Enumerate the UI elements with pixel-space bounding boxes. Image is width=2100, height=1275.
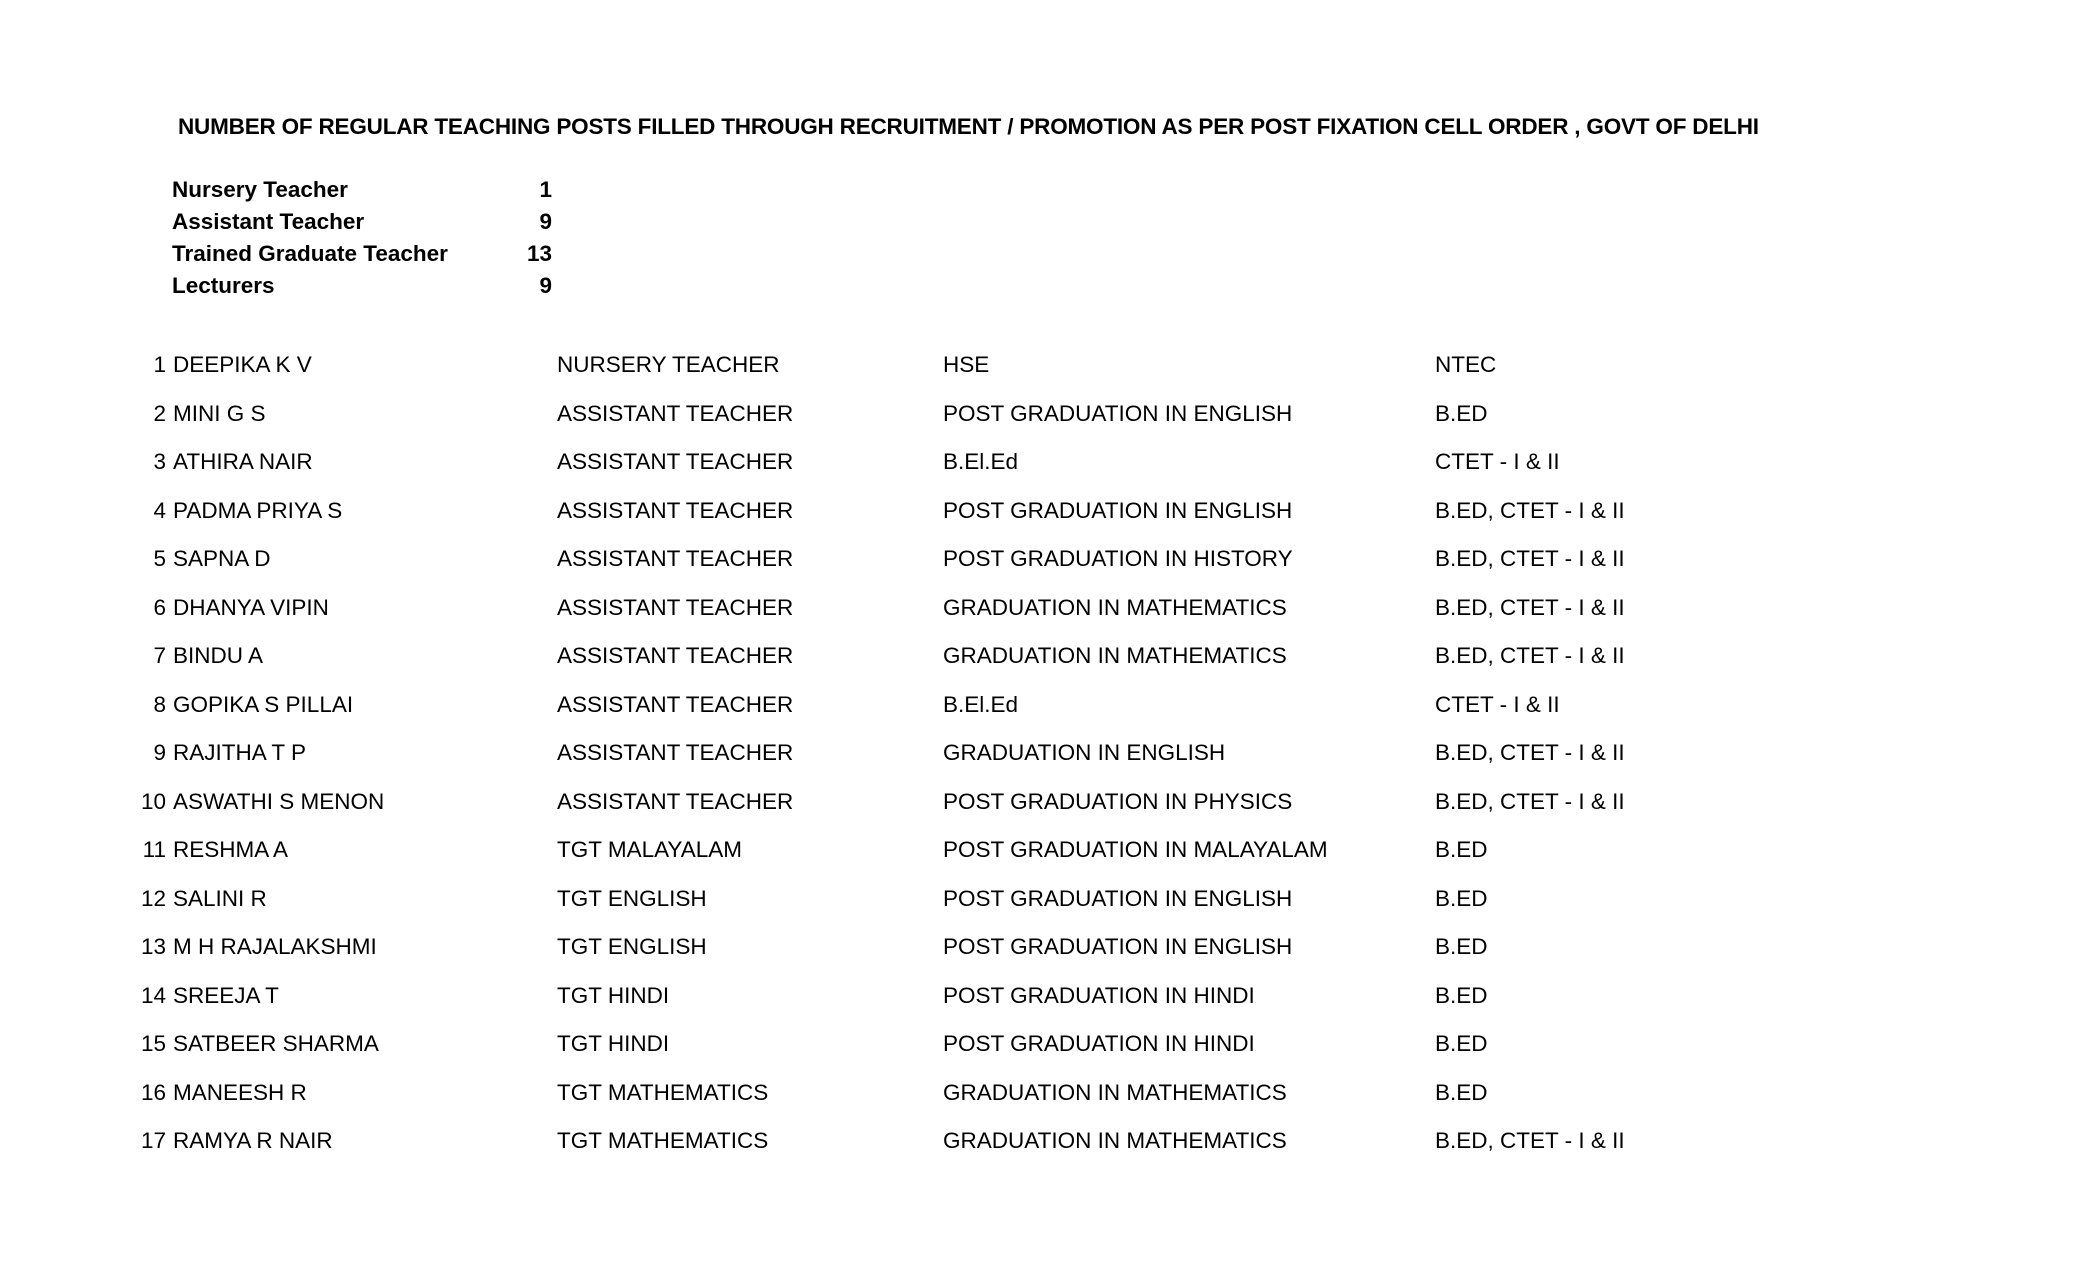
- serial-number: 2: [153, 400, 166, 426]
- post-title: TGT MALAYALAM: [557, 837, 743, 862]
- post-title: TGT ENGLISH: [557, 885, 707, 911]
- teacher-name: ASWATHI S MENON: [173, 788, 385, 814]
- teacher-name: RAJITHA T P: [173, 740, 306, 765]
- qualification: GRADUATION IN MATHEMATICS: [943, 1128, 1287, 1153]
- serial-number: 8: [153, 691, 166, 717]
- qualification: POST GRADUATION IN ENGLISH: [943, 497, 1293, 523]
- certification: B.ED: [1435, 1079, 1488, 1105]
- teacher-name: MINI G S: [173, 400, 266, 426]
- certification: CTET - I & II: [1435, 449, 1560, 474]
- certification: B.ED: [1435, 837, 1488, 862]
- teacher-name: SALINI R: [173, 885, 267, 911]
- teacher-name: DEEPIKA K V: [173, 352, 312, 377]
- certification: NTEC: [1435, 352, 1497, 377]
- serial-number: 10: [140, 788, 166, 814]
- qualification: POST GRADUATION IN MALAYALAM: [943, 837, 1328, 862]
- qualification: POST GRADUATION IN HINDI: [943, 1031, 1255, 1056]
- certification: B.ED, CTET - I & II: [1435, 643, 1625, 668]
- post-title: ASSISTANT TEACHER: [557, 740, 794, 765]
- post-title: ASSISTANT TEACHER: [557, 546, 794, 571]
- serial-number: 5: [153, 546, 166, 571]
- post-title: ASSISTANT TEACHER: [557, 594, 794, 620]
- certification: B.ED: [1435, 1031, 1488, 1056]
- qualification: POST GRADUATION IN ENGLISH: [943, 885, 1293, 911]
- summary-row: [172, 206, 552, 238]
- qualification: B.El.Ed: [943, 449, 1019, 474]
- post-title: ASSISTANT TEACHER: [557, 400, 794, 426]
- certification: B.ED, CTET - I & II: [1435, 1128, 1625, 1153]
- qualification: POST GRADUATION IN HINDI: [943, 982, 1255, 1008]
- summary-label: Trained Graduate Teacher: [172, 241, 448, 266]
- post-title: NURSERY TEACHER: [557, 352, 780, 377]
- serial-number: 1: [153, 352, 166, 377]
- summary-count: 9: [539, 209, 552, 234]
- post-title: ASSISTANT TEACHER: [557, 449, 794, 474]
- summary-count: 1: [539, 177, 552, 202]
- summary-label: Lecturers: [172, 273, 275, 298]
- certification: B.ED, CTET - I & II: [1435, 497, 1625, 523]
- post-title: ASSISTANT TEACHER: [557, 691, 794, 717]
- teacher-name: PADMA PRIYA S: [173, 497, 343, 523]
- qualification: POST GRADUATION IN PHYSICS: [943, 788, 1293, 814]
- teacher-name: RAMYA R NAIR: [173, 1128, 333, 1153]
- qualification: POST GRADUATION IN HISTORY: [943, 546, 1293, 571]
- certification: B.ED: [1435, 400, 1488, 426]
- teacher-name: DHANYA VIPIN: [173, 594, 329, 620]
- summary-count: 9: [539, 273, 552, 298]
- certification: B.ED, CTET - I & II: [1435, 594, 1625, 620]
- serial-number: 7: [153, 643, 166, 668]
- serial-number: 12: [140, 885, 166, 911]
- summary-label: Assistant Teacher: [172, 209, 365, 234]
- teacher-name: SATBEER SHARMA: [173, 1031, 379, 1056]
- post-title: TGT HINDI: [557, 982, 670, 1008]
- qualification: B.El.Ed: [943, 691, 1019, 717]
- summary-row: [172, 238, 552, 270]
- certification: CTET - I & II: [1435, 691, 1560, 717]
- document-title: NUMBER OF REGULAR TEACHING POSTS FILLED THROUGH RECRUITMENT / PROMOTION AS PER POST FIXATION CELL ORDER , GOVT OF DELHI: [178, 114, 1759, 139]
- serial-number: 4: [153, 497, 166, 523]
- teacher-name: SREEJA T: [173, 982, 279, 1008]
- qualification: GRADUATION IN MATHEMATICS: [943, 594, 1287, 620]
- serial-number: 11: [142, 837, 166, 862]
- summary-count: 13: [526, 241, 552, 266]
- posts-summary: [172, 174, 552, 302]
- qualification: GRADUATION IN MATHEMATICS: [943, 1079, 1287, 1105]
- serial-number: 14: [140, 982, 166, 1008]
- teacher-name: M H RAJALAKSHMI: [173, 934, 377, 959]
- serial-number: 9: [153, 740, 166, 765]
- certification: B.ED: [1435, 885, 1488, 911]
- qualification: POST GRADUATION IN ENGLISH: [943, 400, 1293, 426]
- post-title: TGT MATHEMATICS: [557, 1079, 769, 1105]
- certification: B.ED, CTET - I & II: [1435, 788, 1625, 814]
- teacher-name: GOPIKA S PILLAI: [173, 691, 354, 717]
- serial-number: 16: [140, 1079, 166, 1105]
- summary-label: Nursery Teacher: [172, 177, 348, 202]
- post-title: ASSISTANT TEACHER: [557, 643, 794, 668]
- post-title: TGT MATHEMATICS: [557, 1128, 769, 1153]
- serial-number: 6: [153, 594, 166, 620]
- serial-number: 15: [140, 1031, 166, 1056]
- certification: B.ED: [1435, 982, 1488, 1008]
- certification: B.ED: [1435, 934, 1488, 959]
- teacher-name: RESHMA A: [173, 837, 289, 862]
- qualification: POST GRADUATION IN ENGLISH: [943, 934, 1293, 959]
- post-title: TGT HINDI: [557, 1031, 670, 1056]
- post-title: TGT ENGLISH: [557, 934, 707, 959]
- qualification: GRADUATION IN ENGLISH: [943, 740, 1226, 765]
- teacher-name: MANEESH R: [173, 1079, 307, 1105]
- qualification: HSE: [943, 352, 990, 377]
- summary-row: [172, 174, 552, 206]
- post-title: ASSISTANT TEACHER: [557, 497, 794, 523]
- serial-number: 13: [140, 934, 166, 959]
- teacher-name: ATHIRA NAIR: [173, 449, 313, 474]
- teacher-name: BINDU A: [173, 643, 264, 668]
- teacher-name: SAPNA D: [173, 546, 271, 571]
- qualification: GRADUATION IN MATHEMATICS: [943, 643, 1287, 668]
- certification: B.ED, CTET - I & II: [1435, 740, 1625, 765]
- summary-row: [172, 270, 552, 302]
- serial-number: 17: [140, 1128, 166, 1153]
- certification: B.ED, CTET - I & II: [1435, 546, 1625, 571]
- serial-number: 3: [153, 449, 166, 474]
- post-title: ASSISTANT TEACHER: [557, 788, 794, 814]
